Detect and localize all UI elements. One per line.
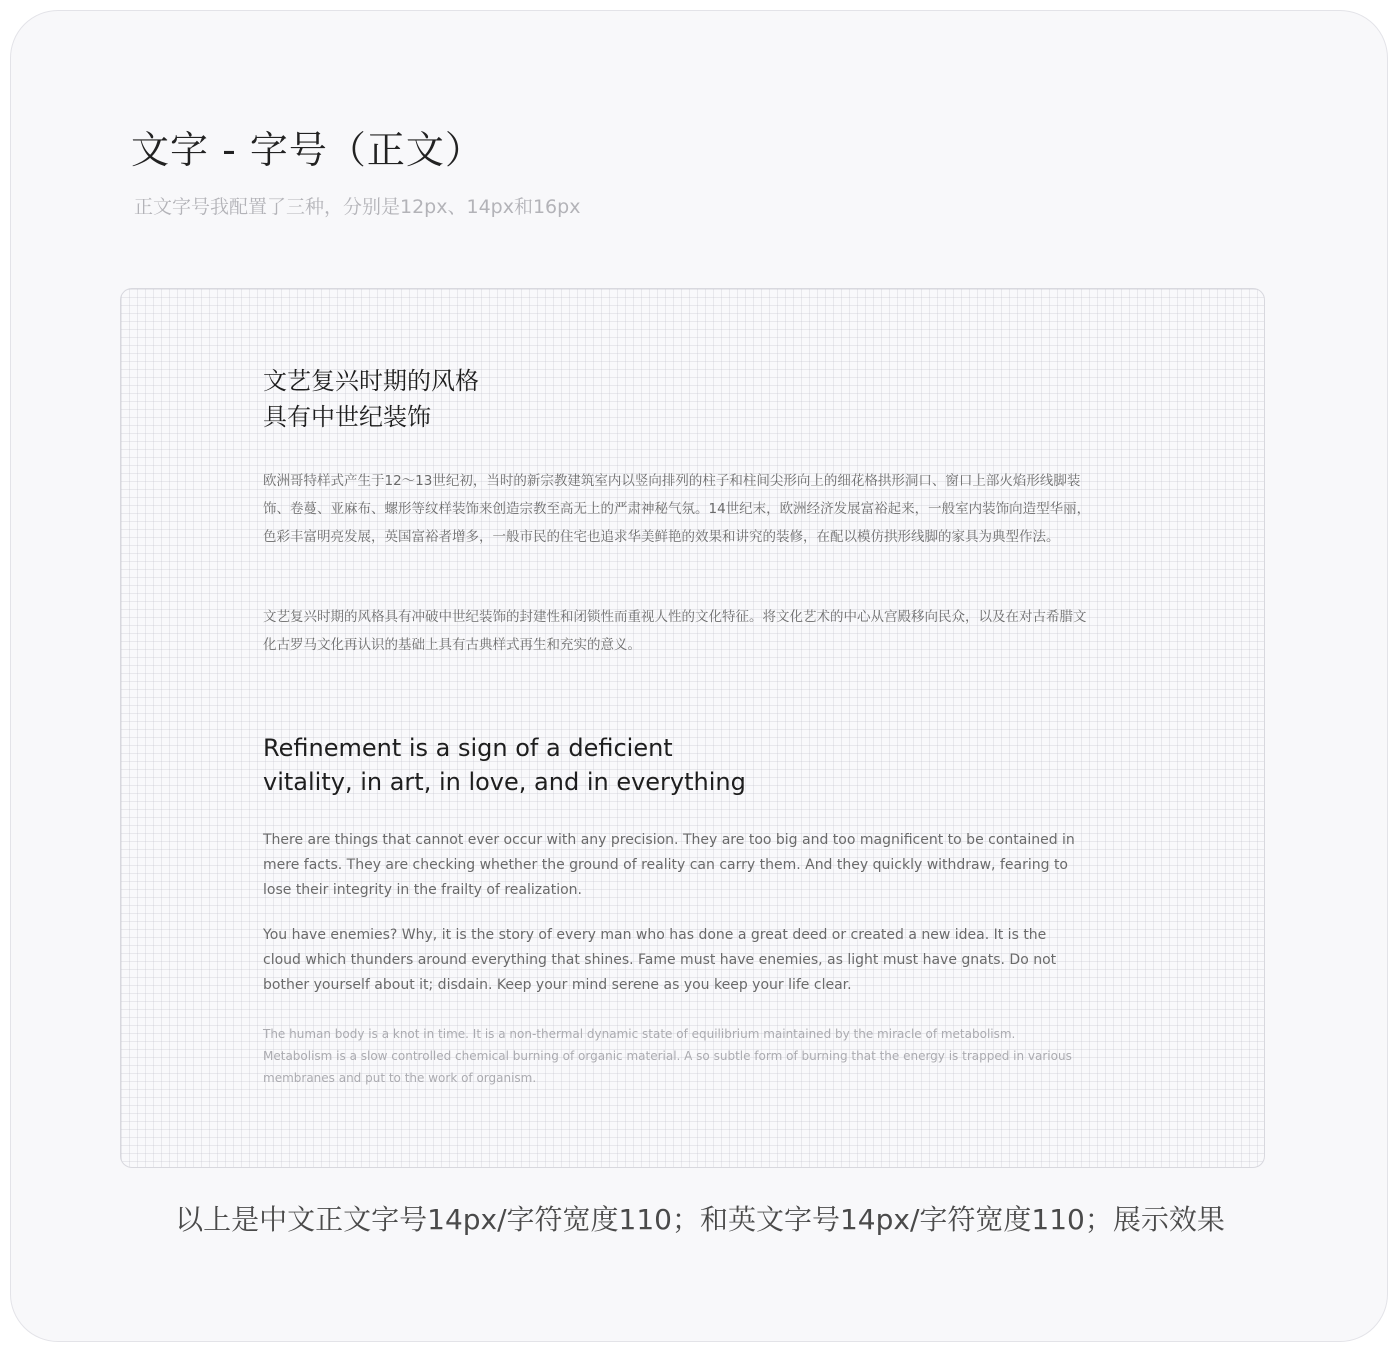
zh-sample-heading <box>263 363 479 435</box>
en-paragraph-2: You have enemies? Why, it is the story of every man who has done a great deed or created a new idea. It is the cloud which thunders around everything that shines. Fame must have enemies, as light must have gnats. Do not bother yourself about it; disdain. Keep your mind serene as you keep your life clear. <box>263 927 1057 993</box>
zh-paragraph-1: 欧洲哥特样式产生于12～13世纪初，当时的新宗教建筑室内以竖向排列的柱子和柱间尖形向上的细花格拱形洞口、窗口上部火焰形线脚装饰、卷蔓、亚麻布、螺形等纹样装饰来创造宗教至高无上的严肃神秘气氛。14世纪末，欧洲经济发展富裕起来，一般室内装饰向造型华丽，色彩丰富明亮发展，英国富裕者增多，一般市民的住宅也追求华美鲜艳的效果和讲究的装修，在配以模仿拱形线脚的家具为典型作法。 <box>263 473 1091 545</box>
zh-paragraph-2: 文艺复兴时期的风格具有冲破中世纪装饰的封建性和闭锁性而重视人性的文化特征。将文化艺术的中心从宫殿移向民众，以及在对古希腊文化古罗马文化再认识的基础上具有古典样式再生和充实的意义。 <box>263 609 1087 653</box>
en-heading-line-2: vitality, in art, in love, and in everything <box>263 768 746 796</box>
en-heading-line-1: Refinement is a sign of a deficient <box>263 734 673 762</box>
en-sample-heading <box>263 731 746 799</box>
zh-heading-line-1: 文艺复兴时期的风格 <box>263 367 479 395</box>
en-paragraph-1: There are things that cannot ever occur with any precision. They are too big and too magnificent to be contained in mere facts. They are checking whether the ground of reality can carry them. And they quickly withdraw, fearing to lose their integrity in the frailty of realization. <box>263 832 1075 898</box>
en-paragraph-3: The human body is a knot in time. It is a non-thermal dynamic state of equilibrium maintained by the miracle of metabolism. Metabolism is a slow controlled chemical burning of organic material. A so subtle form of burning that the energy is trapped in various membranes and put to the work of organism. <box>263 1027 1072 1085</box>
zh-heading-line-2: 具有中世纪装饰 <box>263 403 431 431</box>
page-subtitle: 正文字号我配置了三种，分别是12px、14px和16px <box>134 196 581 218</box>
page-title: 文字 - 字号（正文） <box>131 128 484 172</box>
typography-sample-panel <box>120 288 1265 1168</box>
bottom-caption: 以上是中文正文字号14px/字符宽度110；和英文字号14px/字符宽度110；展示效果 <box>175 1203 1225 1236</box>
